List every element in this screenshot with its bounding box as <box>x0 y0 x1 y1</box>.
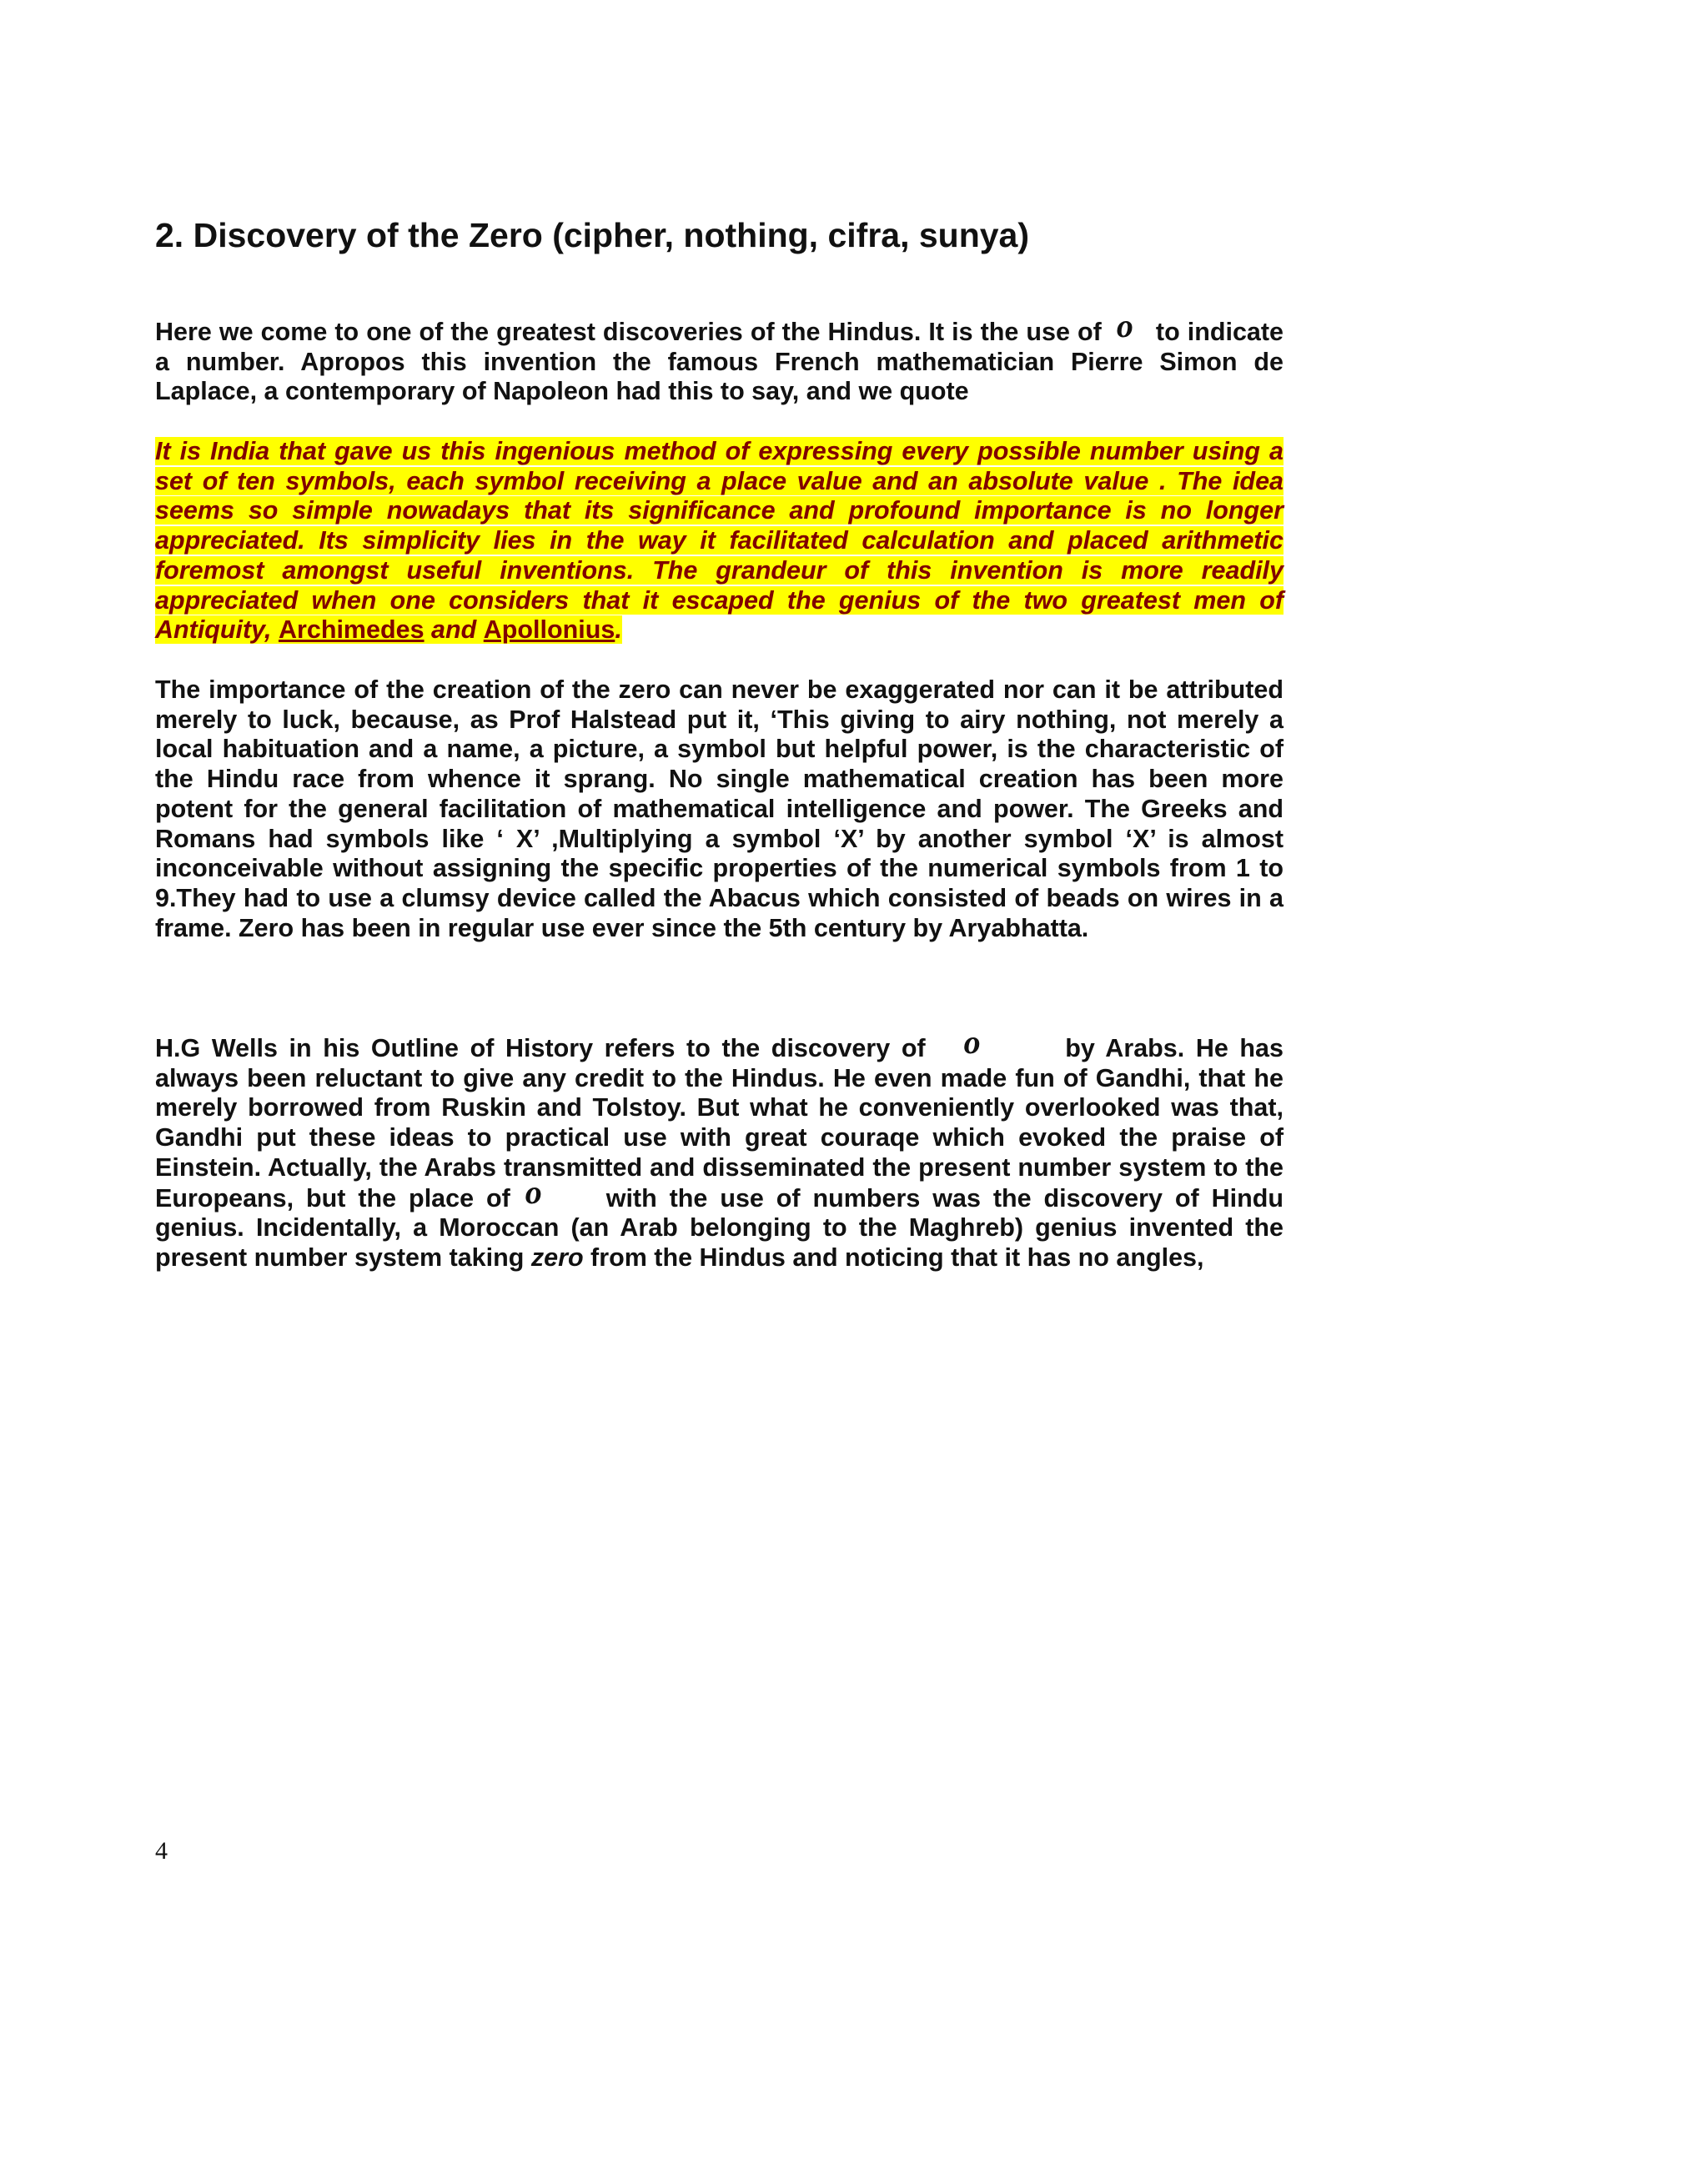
quote-text: It is India that gave us this ingenious method of expressing every possible number using a set of ten symbols, each symbol receiving a place value and an absolute value . The idea seems so simple nowadays that its significance and profound importance is no longer appreciated. Its simplicity lies in the way it facilitated calculation and placed arithmetic foremost amongst useful inventions. The grandeur of this invention is more readily appreciated when one considers that it escaped the genius of the two greatest men of Antiquity, <box>155 437 1284 645</box>
zero-symbol: o <box>963 1023 981 1061</box>
wells-text-1: H.G Wells in his Outline of History refers to the discovery of <box>155 1034 926 1062</box>
zero-symbol: o <box>525 1172 542 1211</box>
page-number: 4 <box>155 1837 168 1865</box>
importance-paragraph: The importance of the creation of the zero can never be exaggerated nor can it be attributed merely to luck, because, as Prof Halstead put it, ‘This giving to airy nothing, not merely a local habituation and a name, a picture, a symbol but helpful power, is the characteristic of the Hindu race from whence it sprang. No single mathematical creation has been more potent for the general facilitation of mathematical intelligence and power. The Greeks and Romans had symbols like ‘ X’ ,Multiplying a symbol ‘X’ by another symbol ‘X’ is almost inconceivable without assigning the specific properties of the numerical symbols from 1 to 9.They had to use a clumsy device called the Abacus which consisted of beads on wires in a frame. Zero has been in regular use ever since the 5th century by Aryabhatta. <box>155 675 1284 942</box>
wells-paragraph <box>155 1023 1284 1273</box>
intro-text-end: to indicate a number. Apropos this invention the famous French mathematician Pierre Simon de Laplace, a contemporary of Napoleon had this to say, and we quote <box>155 318 1284 406</box>
laplace-quote <box>155 437 1284 645</box>
wells-text-2: by Arabs. He has always been reluctant to give any credit to the Hindus. He even made fun of Gandhi, that he merely borrowed from Ruskin and Tolstoy. But what he conveniently overlooked was that, Gandhi put these ideas to practical use with great couraqe which evoked the praise of Einstein. Actually, the Arabs transmitted and disseminated the present number system to the Europeans, but the place of <box>155 1034 1284 1213</box>
highlighted-quote <box>155 437 1284 644</box>
wells-text-4: from the Hindus and noticing that it has no angles, <box>583 1243 1204 1272</box>
italic-zero-word: zero <box>530 1243 584 1272</box>
name-archimedes: Archimedes <box>278 615 424 645</box>
name-apollonius: Apollonius <box>483 615 615 645</box>
intro-text-start: Here we come to one of the greatest discoveries of the Hindus. It is the use of <box>155 318 1102 346</box>
intro-paragraph <box>155 307 1284 407</box>
quote-and: and <box>424 615 484 645</box>
wells-text-3: with the use of numbers was the discovery of Hindu genius. Incidentally, a Moroccan (an Arab belonging to the Maghreb) genius invented the present number system taking <box>155 1183 1284 1272</box>
zero-symbol: o <box>1116 307 1133 344</box>
quote-end: . <box>615 615 622 645</box>
section-heading: 2. Discovery of the Zero (cipher, nothing, cifra, sunya) <box>155 216 1030 254</box>
